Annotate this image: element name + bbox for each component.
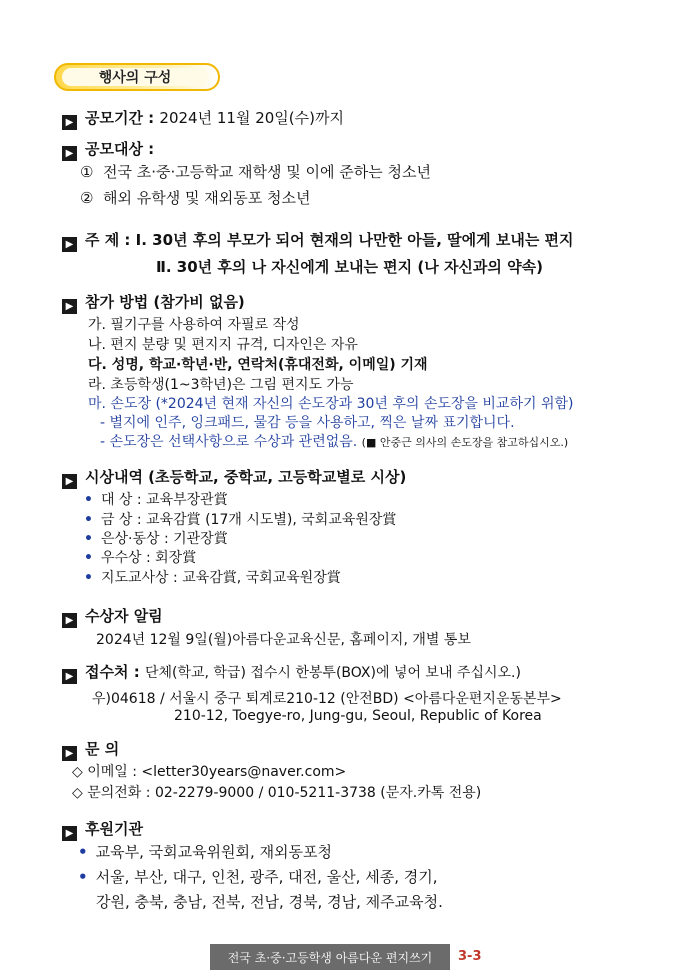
theme-row: [62, 229, 574, 252]
target-item: ② 해외 유학생 및 재외동포 청소년: [80, 189, 311, 207]
arrow-box-icon: ▶: [62, 474, 77, 489]
award-item: • 대 상 : 교육부장관賞: [84, 492, 228, 508]
arrow-box-icon: ▶: [62, 826, 77, 841]
award-item: • 금 상 : 교육감賞 (17개 시도별), 국회교육원장賞: [84, 512, 397, 528]
bullet-icon: •: [78, 843, 88, 861]
method-item: 마. 손도장 (*2024년 현재 자신의 손도장과 30년 후의 손도장을 비교하기 위함): [88, 396, 574, 412]
awards-row: [62, 466, 406, 489]
submit-value: 단체(학교, 학급) 접수시 한봉투(BOX)에 넣어 보내 주십시오.): [144, 665, 521, 681]
submit-address: 우)04618 / 서울시 중구 퇴계로210-12 (안전BD) <아름다운편지운동본부>: [92, 691, 562, 707]
target-row: [62, 138, 154, 161]
page-number: 3-3: [458, 949, 482, 964]
deadline-row: [62, 107, 344, 130]
sponsors-label: 후원기관: [85, 820, 143, 838]
diamond-icon: ◇: [72, 785, 83, 801]
bullet-icon: •: [84, 531, 93, 547]
method-item: 가. 필기구를 사용하여 자필로 작성: [88, 317, 300, 333]
section-title-badge: [54, 63, 220, 91]
sponsors-line: • 교육부, 국회교육위원회, 재외동포청: [78, 843, 333, 861]
notice-label: 수상자 알림: [85, 607, 163, 625]
arrow-box-icon: ▶: [62, 613, 77, 628]
bullet-icon: •: [84, 512, 93, 528]
footer-banner: 전국 초·중·고등학생 아름다운 편지쓰기: [210, 944, 450, 970]
arrow-box-icon: ▶: [62, 299, 77, 314]
diamond-icon: ◇: [72, 764, 83, 780]
method-label: 참가 방법 (참가비 없음): [85, 293, 245, 311]
arrow-box-icon: ▶: [62, 746, 77, 761]
awards-label: 시상내역 (초등학교, 중학교, 고등학교별로 시상): [85, 468, 407, 486]
bullet-icon: •: [84, 550, 93, 566]
notice-text: 2024년 12월 9일(월)아름다운교육신문, 홈페이지, 개별 통보: [96, 632, 471, 648]
contact-email: ◇ 이메일 : <letter30years@naver.com>: [72, 764, 347, 780]
award-item: • 지도교사상 : 교육감賞, 국회교육원장賞: [84, 570, 341, 586]
target-label: 공모대상 :: [85, 140, 155, 158]
theme-line1: Ⅰ. 30년 후의 부모가 되어 현재의 나만한 아들, 딸에게 보내는 편지: [135, 231, 574, 249]
method-row: [62, 291, 245, 314]
award-item: • 우수상 : 회장賞: [84, 550, 197, 566]
method-item: 나. 편지 분량 및 편지지 규격, 디자인은 자유: [88, 337, 358, 353]
sponsors-line: 강원, 충북, 충남, 전북, 전남, 경북, 경남, 제주교육청.: [96, 893, 443, 911]
method-sub: - 별지에 인주, 잉크패드, 물감 등을 사용하고, 찍은 날짜 표기합니다.: [100, 415, 515, 431]
submit-address-en: 210-12, Toegye-ro, Jung-gu, Seoul, Republic of Korea: [174, 708, 542, 724]
arrow-box-icon: ▶: [62, 146, 77, 161]
deadline-label: 공모기간 :: [85, 109, 155, 127]
section-title: 행사의 구성: [62, 68, 208, 86]
award-item: • 은상·동상 : 기관장賞: [84, 531, 228, 547]
sponsors-row: [62, 818, 143, 841]
theme-line2: Ⅱ. 30년 후의 나 자신에게 보내는 편지 (나 자신과의 약속): [156, 258, 543, 276]
target-item: ① 전국 초·중·고등학교 재학생 및 이에 준하는 청소년: [80, 163, 431, 181]
deadline-value: 2024년 11월 20일(수)까지: [159, 109, 344, 127]
sponsors-line: • 서울, 부산, 대구, 인천, 광주, 대전, 울산, 세종, 경기,: [78, 868, 438, 886]
contact-label: 문 의: [85, 740, 120, 758]
method-item: 다. 성명, 학교·학년·반, 연락처(휴대전화, 이메일) 기재: [88, 357, 428, 373]
notice-row: [62, 605, 163, 628]
method-sub: - 손도장은 선택사항으로 수상과 관련없음. (■ 안중근 의사의 손도장을 참고하십시오.): [100, 434, 569, 450]
contact-row: [62, 738, 119, 761]
contact-phone: ◇ 문의전화 : 02-2279-9000 / 010-5211-3738 (문자.카톡 전용): [72, 785, 482, 801]
submit-row: [62, 661, 521, 684]
submit-label: 접수처 :: [85, 663, 140, 681]
arrow-box-icon: ▶: [62, 115, 77, 130]
arrow-box-icon: ▶: [62, 669, 77, 684]
theme-label: 주 제 :: [85, 231, 131, 249]
bullet-icon: •: [84, 570, 93, 586]
bullet-icon: •: [84, 492, 93, 508]
method-sub-note: (■ 안중근 의사의 손도장을 참고하십시오.): [361, 436, 569, 449]
method-item: 라. 초등학생(1~3학년)은 그림 편지도 가능: [88, 377, 354, 393]
arrow-box-icon: ▶: [62, 237, 77, 252]
bullet-icon: •: [78, 868, 88, 886]
